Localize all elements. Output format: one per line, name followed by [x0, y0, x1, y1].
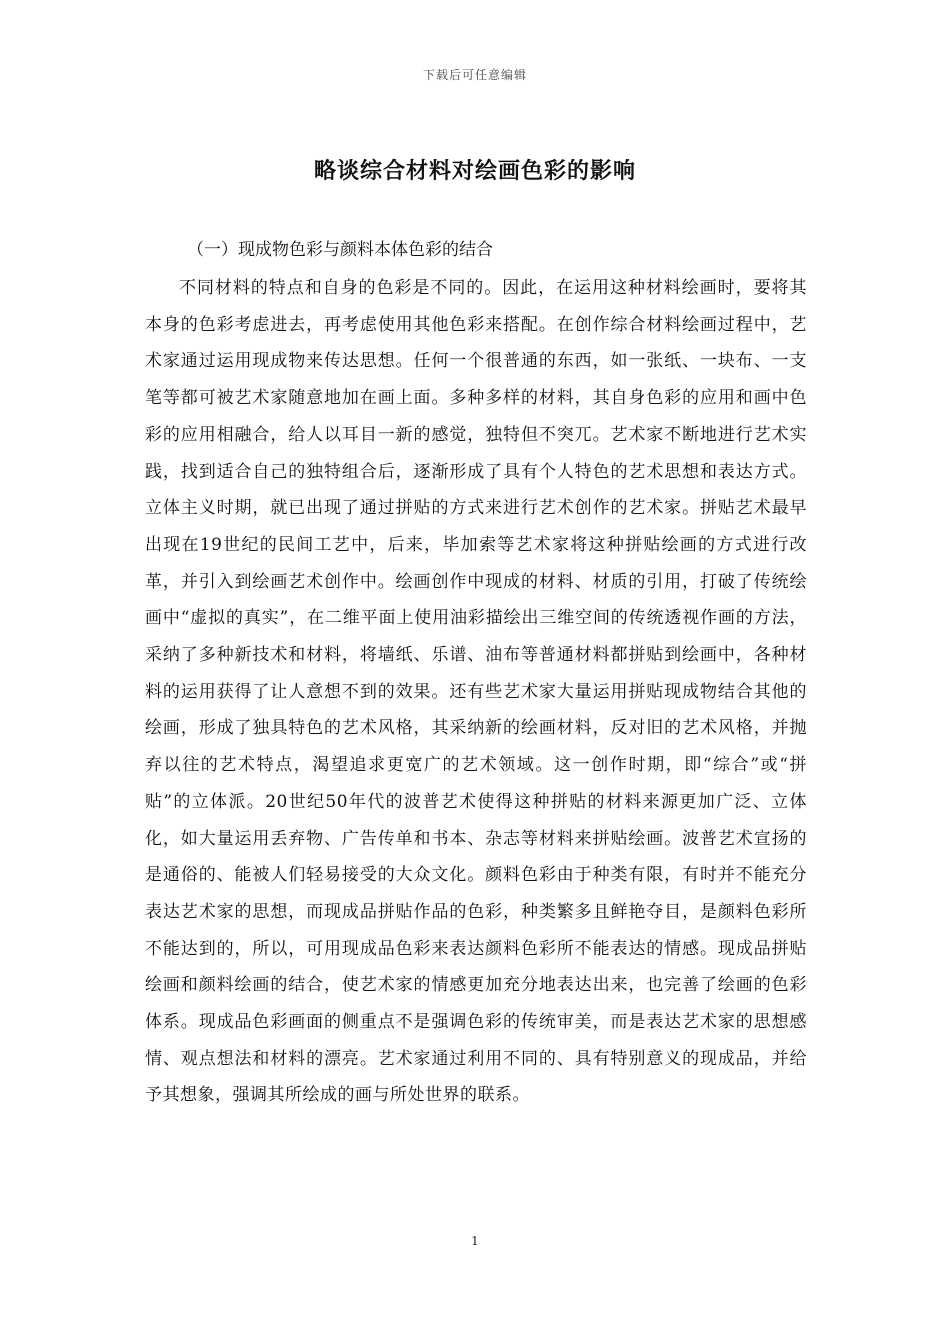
body-paragraph: 不同材料的特点和自身的色彩是不同的。因此，在运用这种材料绘画时，要将其本身的色彩考虑进去，再考虑使用其他色彩来搭配。在创作综合材料绘画过程中，艺术家通过运用现成物来传达思想。任何一个很普通的东西，如一张纸、一块布、一支笔等都可被艺术家随意地加在画上面。多种多样的材料，其自身色彩的应用和画中色彩的应用相融合，给人以耳目一新的感觉，独特但不突兀。艺术家不断地进行艺术实践，找到适合自己的独特组合后，逐渐形成了具有个人特色的艺术思想和表达方式。立体主义时期，就已出现了通过拼贴的方式来进行艺术创作的艺术家。拼贴艺术最早出现在19世纪的民间工艺中，后来，毕加索等艺术家将这种拼贴绘画的方式进行改革，并引入到绘画艺术创作中。绘画创作中现成的材料、材质的引用，打破了传统绘画中“虚拟的真实”，在二维平面上使用油彩描绘出三维空间的传统透视作画的方法，采纳了多种新技术和材料，将墙纸、乐谱、油布等普通材料都拼贴到绘画中，各种材料的运用获得了让人意想不到的效果。还有些艺术家大量运用拼贴现成物结合其他的绘画，形成了独具特色的艺术风格，其采纳新的绘画材料，反对旧的艺术风格，并抛弃以往的艺术特点，渴望追求更宽广的艺术领域。这一创作时期，即“综合”或“拼贴”的立体派。20世纪50年代的波普艺术使得这种拼贴的材料来源更加广泛、立体化，如大量运用丢弃物、广告传单和书本、杂志等材料来拼贴绘画。波普艺术宣扬的是通俗的、能被人们轻易接受的大众文化。颜料色彩由于种类有限，有时并不能充分表达艺术家的思想，而现成品拼贴作品的色彩，种类繁多且鲜艳夺目，是颜料色彩所不能达到的，所以，可用现成品色彩来表达颜料色彩所不能表达的情感。现成品拼贴绘画和颜料绘画的结合，使艺术家的情感更加充分地表达出来，也完善了绘画的色彩体系。现成品色彩画面的侧重点不是强调色彩的传统审美，而是表达艺术家的思想感情、观点想法和材料的漂亮。艺术家通过利用不同的、具有特别意义的现成品，并给予其想象，强调其所绘成的画与所处世界的联系。: [145, 278, 807, 1106]
document-title: 略谈综合材料对绘画色彩的影响: [313, 158, 636, 184]
page-number: 1: [471, 1234, 479, 1248]
section-heading: （一）现成物色彩与颜料本体色彩的结合: [187, 240, 493, 260]
header-note: 下载后可任意编辑: [422, 68, 527, 82]
